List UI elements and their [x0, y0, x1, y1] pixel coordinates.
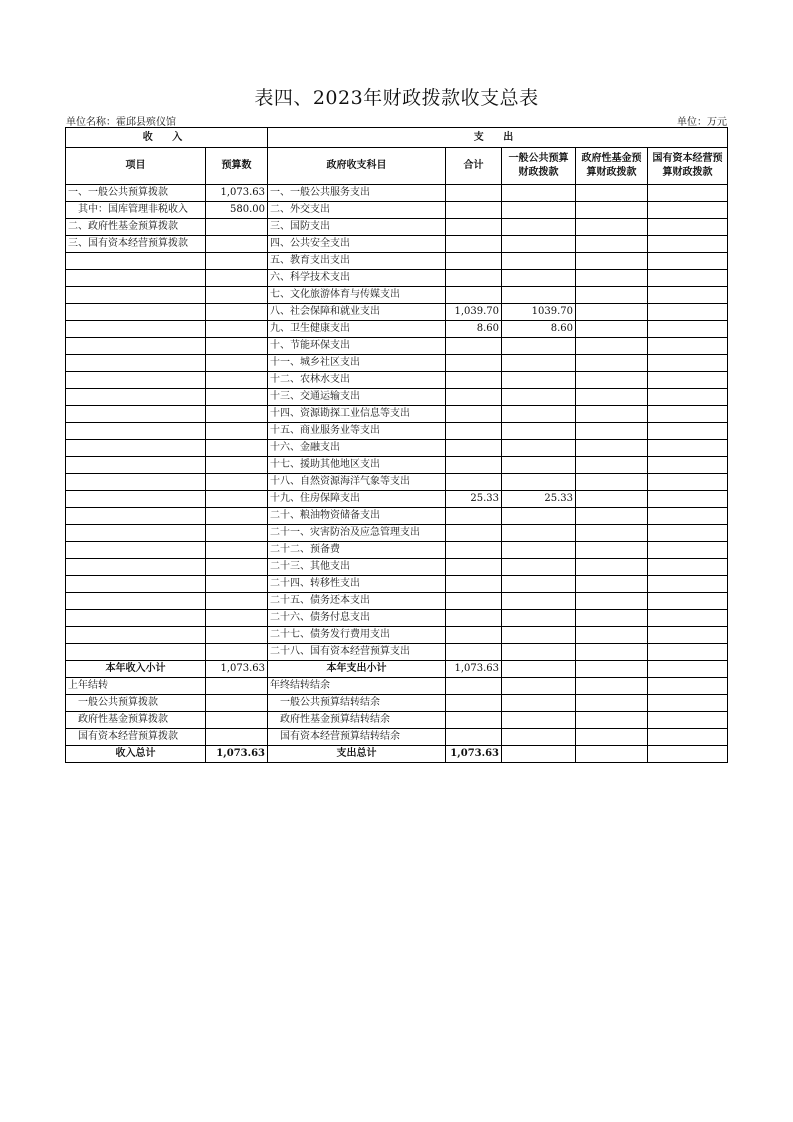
income-item — [66, 406, 206, 423]
carry-expense-item: 国有资本经营预算结转结余 — [268, 729, 446, 746]
expense-item: 二十八、国有资本经营预算支出 — [268, 644, 446, 661]
income-item — [66, 253, 206, 270]
income-budget — [206, 321, 268, 338]
expense-item: 二十四、转移性支出 — [268, 576, 446, 593]
expense-general: 1039.70 — [502, 304, 576, 321]
expense-item: 二十三、其他支出 — [268, 559, 446, 576]
table-row — [66, 236, 728, 253]
expense-general — [502, 542, 576, 559]
table-row — [66, 270, 728, 287]
expense-fund — [576, 304, 648, 321]
expense-fund — [576, 491, 648, 508]
income-item — [66, 372, 206, 389]
expense-item: 二十二、预备费 — [268, 542, 446, 559]
empty-cell — [576, 695, 648, 712]
empty-cell — [446, 678, 502, 695]
income-item — [66, 338, 206, 355]
expense-state — [648, 338, 728, 355]
table-row — [66, 508, 728, 525]
expense-item: 十、节能环保支出 — [268, 338, 446, 355]
expense-fund — [576, 355, 648, 372]
expense-total — [446, 355, 502, 372]
expense-item: 二十七、债务发行费用支出 — [268, 627, 446, 644]
empty-cell — [446, 712, 502, 729]
expense-general — [502, 287, 576, 304]
expense-item: 七、文化旅游体育与传媒支出 — [268, 287, 446, 304]
income-budget — [206, 508, 268, 525]
expense-item: 二十、粮油物资储备支出 — [268, 508, 446, 525]
expense-fund — [576, 185, 648, 202]
income-item — [66, 270, 206, 287]
expense-total — [446, 185, 502, 202]
expense-fund — [576, 321, 648, 338]
empty-cell — [502, 661, 576, 678]
expense-item: 一、一般公共服务支出 — [268, 185, 446, 202]
col-state: 国有资本经营预算财政拨款 — [648, 148, 728, 185]
expense-item: 二、外交支出 — [268, 202, 446, 219]
grand-total-row — [66, 746, 728, 763]
table-row — [66, 491, 728, 508]
expense-general — [502, 474, 576, 491]
table-row — [66, 389, 728, 406]
income-budget — [206, 304, 268, 321]
empty-cell — [502, 678, 576, 695]
expense-general: 8.60 — [502, 321, 576, 338]
expense-total: 25.33 — [446, 491, 502, 508]
carry-row — [66, 712, 728, 729]
expense-fund — [576, 542, 648, 559]
income-item — [66, 457, 206, 474]
expense-total-label: 支出总计 — [268, 746, 446, 763]
empty-cell — [648, 678, 728, 695]
expense-general — [502, 338, 576, 355]
expense-total — [446, 508, 502, 525]
expense-general — [502, 253, 576, 270]
expense-state — [648, 406, 728, 423]
expense-general — [502, 610, 576, 627]
expense-general — [502, 423, 576, 440]
expense-total — [446, 338, 502, 355]
expense-item: 八、社会保障和就业支出 — [268, 304, 446, 321]
expense-state — [648, 525, 728, 542]
table-row — [66, 372, 728, 389]
col-item: 项目 — [66, 148, 206, 185]
income-budget — [206, 287, 268, 304]
income-budget — [206, 593, 268, 610]
empty-cell — [576, 746, 648, 763]
empty-cell — [576, 661, 648, 678]
expense-general — [502, 559, 576, 576]
expense-state — [648, 423, 728, 440]
col-general: 一般公共预算财政拨款 — [502, 148, 576, 185]
expense-item: 十二、农林水支出 — [268, 372, 446, 389]
expense-fund — [576, 287, 648, 304]
unit-label: 单位：万元 — [677, 117, 727, 128]
income-budget — [206, 355, 268, 372]
income-budget — [206, 338, 268, 355]
table-row — [66, 185, 728, 202]
expense-general — [502, 627, 576, 644]
carry-expense-item: 年终结转结余 — [268, 678, 446, 695]
carry-income-item: 政府性基金预算拨款 — [66, 712, 206, 729]
expense-general — [502, 270, 576, 287]
empty-cell — [446, 695, 502, 712]
empty-cell — [576, 729, 648, 746]
income-subtotal-label: 本年收入小计 — [66, 661, 206, 678]
income-budget — [206, 610, 268, 627]
income-budget — [206, 440, 268, 457]
expense-fund — [576, 270, 648, 287]
table-row — [66, 593, 728, 610]
table-row — [66, 525, 728, 542]
expense-state — [648, 287, 728, 304]
table-row — [66, 542, 728, 559]
expense-general: 25.33 — [502, 491, 576, 508]
table-row — [66, 304, 728, 321]
income-item — [66, 525, 206, 542]
expense-state — [648, 593, 728, 610]
expense-item: 十八、自然资源海洋气象等支出 — [268, 474, 446, 491]
income-item: 其中：国库管理非税收入 — [66, 202, 206, 219]
expense-total — [446, 610, 502, 627]
expense-state — [648, 491, 728, 508]
expense-general — [502, 644, 576, 661]
expense-fund — [576, 389, 648, 406]
carry-income-item: 上年结转 — [66, 678, 206, 695]
expense-general — [502, 457, 576, 474]
income-item — [66, 542, 206, 559]
expense-item: 十一、城乡社区支出 — [268, 355, 446, 372]
table-row — [66, 287, 728, 304]
col-budget: 预算数 — [206, 148, 268, 185]
expense-total — [446, 406, 502, 423]
expense-item: 十九、住房保障支出 — [268, 491, 446, 508]
expense-general — [502, 593, 576, 610]
expense-item: 十三、交通运输支出 — [268, 389, 446, 406]
expense-total — [446, 253, 502, 270]
expense-fund — [576, 593, 648, 610]
expense-subtotal-label: 本年支出小计 — [268, 661, 446, 678]
income-budget — [206, 525, 268, 542]
expense-fund — [576, 219, 648, 236]
expense-total — [446, 559, 502, 576]
table-row — [66, 440, 728, 457]
expense-item: 十七、援助其他地区支出 — [268, 457, 446, 474]
income-budget — [206, 236, 268, 253]
carry-row — [66, 729, 728, 746]
expense-total: 1,039.70 — [446, 304, 502, 321]
empty-cell — [206, 712, 268, 729]
income-budget — [206, 457, 268, 474]
carry-row — [66, 695, 728, 712]
expense-item: 三、国防支出 — [268, 219, 446, 236]
empty-cell — [648, 695, 728, 712]
income-item — [66, 593, 206, 610]
empty-cell — [576, 678, 648, 695]
expense-fund — [576, 644, 648, 661]
expense-total — [446, 236, 502, 253]
carry-income-item: 一般公共预算拨款 — [66, 695, 206, 712]
expense-state — [648, 321, 728, 338]
income-budget — [206, 253, 268, 270]
expense-item: 九、卫生健康支出 — [268, 321, 446, 338]
table-row — [66, 559, 728, 576]
expense-total — [446, 542, 502, 559]
table-row — [66, 406, 728, 423]
income-budget — [206, 644, 268, 661]
expense-fund — [576, 610, 648, 627]
empty-cell — [648, 661, 728, 678]
expense-state — [648, 372, 728, 389]
income-item: 二、政府性基金预算拨款 — [66, 219, 206, 236]
expense-fund — [576, 372, 648, 389]
expense-total — [446, 457, 502, 474]
expense-fund — [576, 474, 648, 491]
expense-state — [648, 440, 728, 457]
table-row — [66, 219, 728, 236]
expense-general — [502, 236, 576, 253]
expense-total — [446, 525, 502, 542]
table-row — [66, 321, 728, 338]
expense-total — [446, 440, 502, 457]
expense-total — [446, 474, 502, 491]
subtotal-row — [66, 661, 728, 678]
empty-cell — [502, 712, 576, 729]
income-item — [66, 389, 206, 406]
expense-state — [648, 355, 728, 372]
expense-state — [648, 474, 728, 491]
expense-general — [502, 406, 576, 423]
expense-total — [446, 576, 502, 593]
expense-general — [502, 202, 576, 219]
income-header: 收 入 — [66, 128, 268, 148]
expense-general — [502, 508, 576, 525]
expense-total — [446, 219, 502, 236]
income-item — [66, 474, 206, 491]
col-fund: 政府性基金预算财政拨款 — [576, 148, 648, 185]
expense-general — [502, 372, 576, 389]
income-budget — [206, 627, 268, 644]
table-row — [66, 644, 728, 661]
empty-cell — [446, 729, 502, 746]
income-item — [66, 559, 206, 576]
expense-fund — [576, 627, 648, 644]
income-item — [66, 508, 206, 525]
income-budget — [206, 372, 268, 389]
expense-general — [502, 525, 576, 542]
empty-cell — [502, 729, 576, 746]
empty-cell — [648, 746, 728, 763]
income-budget — [206, 423, 268, 440]
expense-state — [648, 270, 728, 287]
income-item — [66, 287, 206, 304]
expense-item: 四、公共安全支出 — [268, 236, 446, 253]
expense-fund — [576, 406, 648, 423]
income-item — [66, 321, 206, 338]
income-budget — [206, 559, 268, 576]
expense-fund — [576, 253, 648, 270]
income-total-label: 收入总计 — [66, 746, 206, 763]
table-row — [66, 457, 728, 474]
expense-total — [446, 627, 502, 644]
income-item — [66, 423, 206, 440]
expense-fund — [576, 457, 648, 474]
income-item — [66, 355, 206, 372]
expense-fund — [576, 576, 648, 593]
income-subtotal-value: 1,073.63 — [206, 661, 268, 678]
income-budget — [206, 576, 268, 593]
expense-item: 二十六、债务付息支出 — [268, 610, 446, 627]
expense-state — [648, 202, 728, 219]
income-budget — [206, 270, 268, 287]
carry-expense-item: 政府性基金预算结转结余 — [268, 712, 446, 729]
table-row — [66, 474, 728, 491]
expense-general — [502, 355, 576, 372]
income-budget: 1,073.63 — [206, 185, 268, 202]
expense-item: 十五、商业服务业等支出 — [268, 423, 446, 440]
table-row — [66, 576, 728, 593]
empty-cell — [502, 695, 576, 712]
income-item — [66, 644, 206, 661]
expense-state — [648, 389, 728, 406]
empty-cell — [502, 746, 576, 763]
expense-state — [648, 610, 728, 627]
expense-total: 8.60 — [446, 321, 502, 338]
col-total: 合计 — [446, 148, 502, 185]
expense-general — [502, 185, 576, 202]
expense-state — [648, 508, 728, 525]
expense-subtotal-value: 1,073.63 — [446, 661, 502, 678]
expense-general — [502, 576, 576, 593]
carry-income-item: 国有资本经营预算拨款 — [66, 729, 206, 746]
expense-state — [648, 219, 728, 236]
expense-item: 五、教育支出支出 — [268, 253, 446, 270]
income-budget — [206, 389, 268, 406]
income-budget — [206, 406, 268, 423]
table-row — [66, 355, 728, 372]
expense-item: 二十一、灾害防治及应急管理支出 — [268, 525, 446, 542]
income-budget: 580.00 — [206, 202, 268, 219]
expense-general — [502, 389, 576, 406]
empty-cell — [206, 695, 268, 712]
income-budget — [206, 219, 268, 236]
expense-state — [648, 236, 728, 253]
expense-total — [446, 270, 502, 287]
expense-state — [648, 304, 728, 321]
empty-cell — [206, 678, 268, 695]
table-row — [66, 202, 728, 219]
income-item: 三、国有资本经营预算拨款 — [66, 236, 206, 253]
expense-fund — [576, 559, 648, 576]
income-item — [66, 627, 206, 644]
expense-header: 支 出 — [268, 128, 728, 148]
carry-expense-item: 一般公共预算结转结余 — [268, 695, 446, 712]
carry-row — [66, 678, 728, 695]
expense-total-value: 1,073.63 — [446, 746, 502, 763]
table-row — [66, 253, 728, 270]
expense-state — [648, 627, 728, 644]
income-budget — [206, 474, 268, 491]
empty-cell — [648, 729, 728, 746]
income-item — [66, 304, 206, 321]
expense-state — [648, 253, 728, 270]
expense-total — [446, 287, 502, 304]
table-row — [66, 627, 728, 644]
income-item — [66, 440, 206, 457]
table-row — [66, 423, 728, 440]
expense-total — [446, 423, 502, 440]
empty-cell — [206, 729, 268, 746]
expense-state — [648, 576, 728, 593]
expense-fund — [576, 440, 648, 457]
unit-name: 单位名称：霍邱县殡仪馆 — [66, 117, 176, 128]
income-item — [66, 576, 206, 593]
expense-total — [446, 372, 502, 389]
expense-state — [648, 644, 728, 661]
expense-fund — [576, 202, 648, 219]
expense-fund — [576, 508, 648, 525]
page-title: 表四、2023年财政拨款收支总表 — [254, 87, 539, 109]
income-total-value: 1,073.63 — [206, 746, 268, 763]
income-item — [66, 491, 206, 508]
expense-item: 六、科学技术支出 — [268, 270, 446, 287]
expense-general — [502, 440, 576, 457]
empty-cell — [576, 712, 648, 729]
expense-item: 十六、金融支出 — [268, 440, 446, 457]
empty-cell — [648, 712, 728, 729]
expense-fund — [576, 423, 648, 440]
col-gov-item: 政府收支科目 — [268, 148, 446, 185]
expense-total — [446, 202, 502, 219]
expense-state — [648, 185, 728, 202]
income-item — [66, 610, 206, 627]
expense-total — [446, 644, 502, 661]
expense-fund — [576, 525, 648, 542]
expense-total — [446, 593, 502, 610]
income-budget — [206, 542, 268, 559]
expense-total — [446, 389, 502, 406]
expense-state — [648, 457, 728, 474]
budget-table — [65, 127, 728, 763]
income-budget — [206, 491, 268, 508]
expense-fund — [576, 236, 648, 253]
table-row — [66, 338, 728, 355]
expense-item: 二十五、债务还本支出 — [268, 593, 446, 610]
expense-state — [648, 542, 728, 559]
income-item: 一、一般公共预算拨款 — [66, 185, 206, 202]
expense-state — [648, 559, 728, 576]
expense-general — [502, 219, 576, 236]
expense-item: 十四、资源勘探工业信息等支出 — [268, 406, 446, 423]
expense-fund — [576, 338, 648, 355]
table-row — [66, 610, 728, 627]
